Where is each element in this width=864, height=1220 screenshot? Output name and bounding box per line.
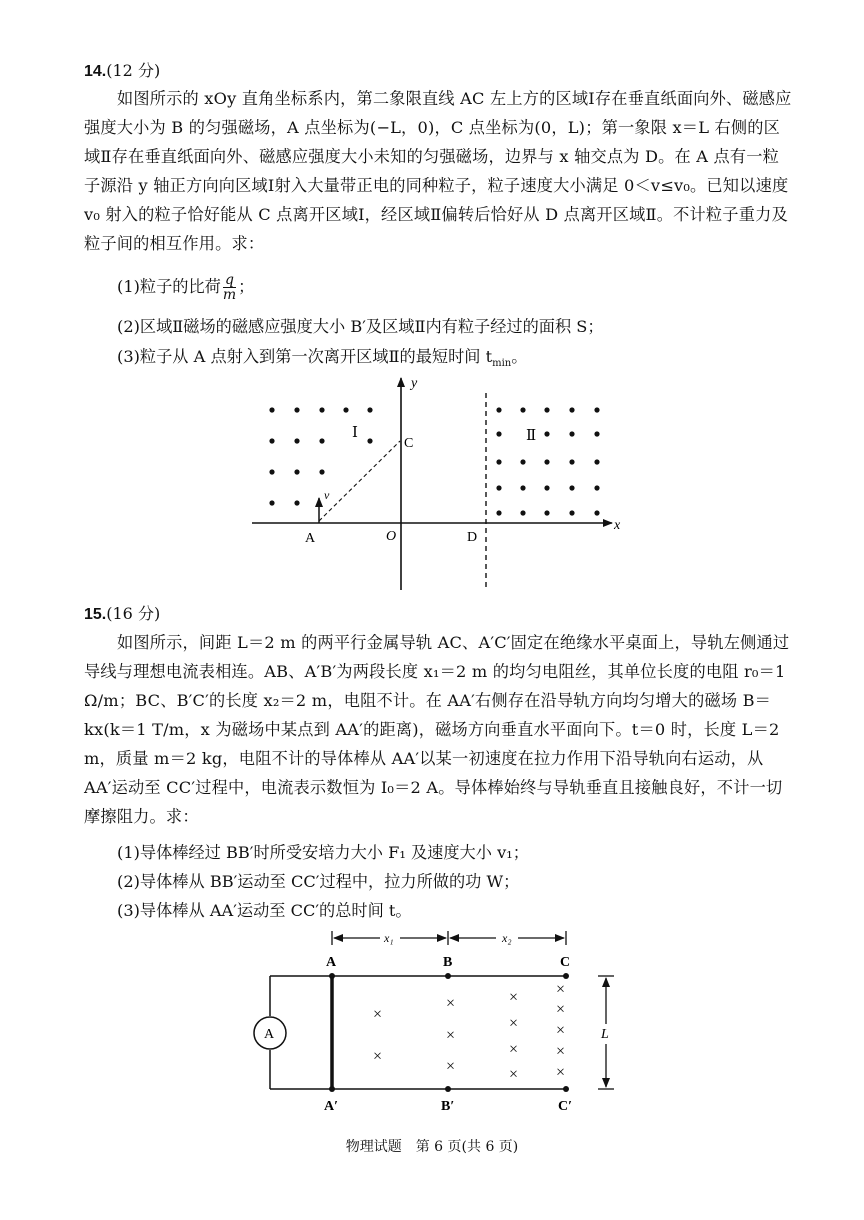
svg-text:×: × xyxy=(509,1066,519,1083)
svg-text:×: × xyxy=(446,1058,456,1075)
svg-text:×: × xyxy=(373,1006,383,1023)
region1-label: Ⅰ xyxy=(352,425,358,441)
x2-label: x₂ xyxy=(502,931,512,945)
point-a-label: A xyxy=(305,531,316,546)
svg-text:×: × xyxy=(556,1022,566,1039)
svg-text:×: × xyxy=(509,1015,519,1032)
origin-label: O xyxy=(386,529,397,544)
q15-score: (16 分) xyxy=(106,604,161,623)
length-label: L xyxy=(601,1027,609,1042)
region2-label: Ⅱ xyxy=(526,428,537,444)
page-footer: 物理试题 第 6 页(共 6 页) xyxy=(345,1139,519,1155)
point-b-prime-label: B′ xyxy=(441,1099,455,1114)
point-c-prime-label: C′ xyxy=(558,1099,573,1114)
point-a-prime-label: A′ xyxy=(324,1099,339,1114)
q14-item3-suffix: 。 xyxy=(511,347,528,366)
svg-text:×: × xyxy=(556,1001,566,1018)
svg-text:×: × xyxy=(446,1027,456,1044)
fraction-numerator: q xyxy=(223,273,236,288)
q15-item3: (3)导体棒从 AA′运动至 CC′的总时间 t。 xyxy=(117,901,412,920)
svg-text:×: × xyxy=(509,989,519,1006)
point-c-label: C xyxy=(560,955,571,970)
fraction-denominator: m xyxy=(222,287,237,303)
svg-text:×: × xyxy=(556,1064,566,1081)
q15-number: 15. xyxy=(84,606,107,623)
field-crosses xyxy=(373,981,565,1083)
velocity-label: v xyxy=(324,488,330,502)
q14-number: 14. xyxy=(84,63,107,80)
point-b-label: B xyxy=(443,955,453,970)
y-axis-label: y xyxy=(411,376,418,391)
q14-score: (12 分) xyxy=(106,61,161,80)
q14-item1-text: (1)粒子的比荷 xyxy=(117,277,221,296)
point-a-label: A xyxy=(326,955,337,970)
svg-text:×: × xyxy=(373,1048,383,1065)
q15-body: 如图所示，间距 L＝2 m 的两平行金属导轨 AC、A′C′固定在绝缘水平桌面上，导轨左侧通过导线与理想电流表相连。AB、A′B′为两段长度 x₁＝2 m 的均匀电阻丝，其单位长度的电阻 r₀＝1 Ω/m；BC、B′C′的长度 x₂＝2 m，电阻不计。在 AA′右侧存在沿导轨方向均匀增大的磁场 B＝kx(k＝1 T/m，x 为磁场中某点到 AA′的距离)，磁场方向垂直水平面向下。t＝0 时，长度 L＝2 m，质量 m＝2 kg，电阻不计的导体棒从 AA′以某一初速度在拉力作用下沿导轨向右运动，从 AA′运动至 CC′过程中，电流表示数恒为 I₀＝2 A。导体棒始终与导轨垂直且接触良好，不计一切摩擦阻力。求： xyxy=(84,633,790,826)
q15-item2: (2)导体棒从 BB′运动至 CC′过程中，拉力所做的功 W； xyxy=(117,872,520,891)
q14-item2: (2)区域Ⅱ磁场的磁感应强度大小 B′及区域Ⅱ内有粒子经过的面积 S； xyxy=(117,317,604,336)
point-c-label: C xyxy=(404,436,414,451)
q14-item1-suffix: ； xyxy=(238,277,255,296)
dimension-line xyxy=(332,931,566,945)
svg-text:×: × xyxy=(509,1041,519,1058)
svg-text:×: × xyxy=(446,995,456,1012)
q14-body: 如图所示的 xOy 直角坐标系内，第二象限直线 AC 左上方的区域Ⅰ存在垂直纸面向外、磁感应强度大小为 B 的匀强磁场，A 点坐标为(−L，0)，C 点坐标为(0，L)；第一象限 x＝L 右侧的区域Ⅱ存在垂直纸面向外、磁感应强度大小未知的匀强磁场，边界与 x 轴交点为 D。在 A 点有一粒子源沿 y 轴正方向向区域Ⅰ射入大量带正电的同种粒子，粒子速度大小满足 0＜v≤v₀。已知以速度 v₀ 射入的粒子恰好能从 C 点离开区域Ⅰ，经区域Ⅱ偏转后恰好从 D 点离开区域Ⅱ。不计粒子重力及粒子间的相互作用。求： xyxy=(84,89,792,253)
q15-item1: (1)导体棒经过 BB′时所受安培力大小 F₁ 及速度大小 v₁； xyxy=(117,843,529,862)
svg-text:×: × xyxy=(556,981,566,998)
point-d-label: D xyxy=(467,530,478,545)
svg-text:×: × xyxy=(556,1043,566,1060)
q14-item3-text: (3)粒子从 A 点射入到第一次离开区域Ⅱ的最短时间 t xyxy=(117,347,493,366)
ammeter-label: A xyxy=(264,1027,275,1042)
q14-item3-subscript: min xyxy=(492,358,512,370)
x1-label: x₁ xyxy=(384,931,394,945)
x-axis-label: x xyxy=(614,518,621,533)
